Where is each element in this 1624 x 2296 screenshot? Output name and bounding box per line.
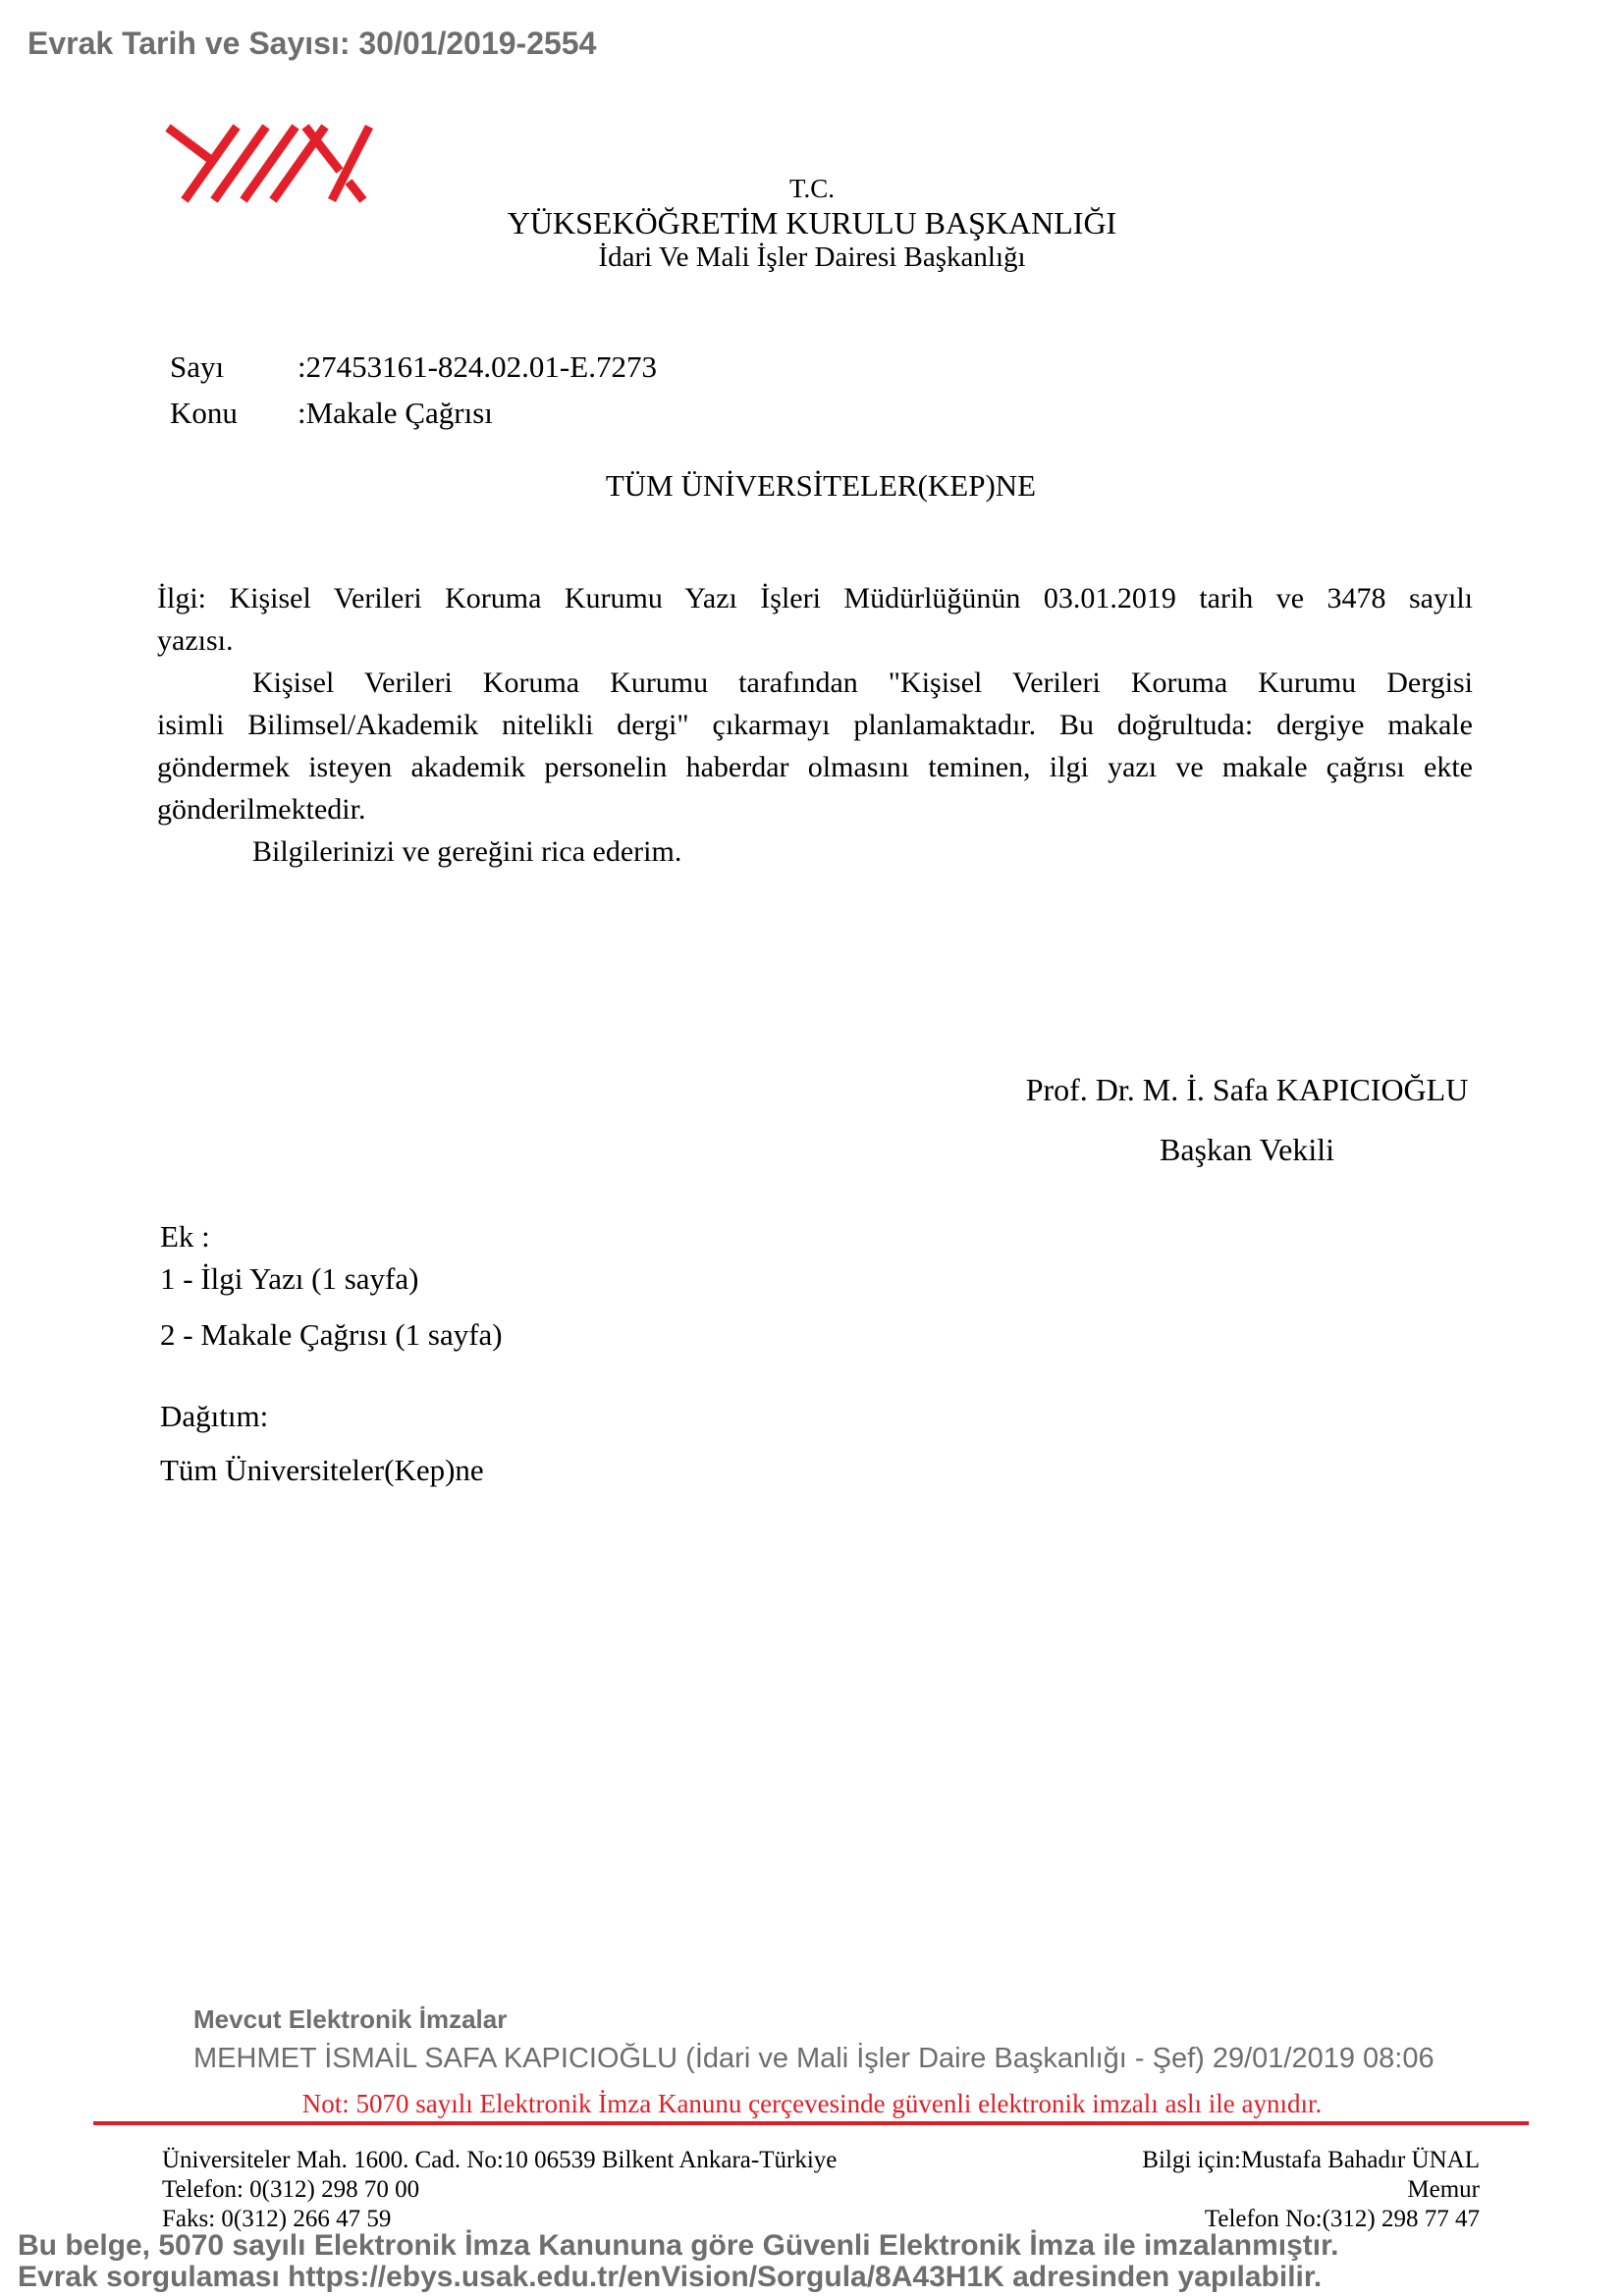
body-paragraph [157, 577, 1473, 873]
red-divider [93, 2121, 1529, 2125]
doc-meta [170, 344, 657, 436]
signature-block [933, 1068, 1561, 1171]
body-line: İlgi: Kişisel Verileri Koruma Kurumu Yazı İşleri Müdürlüğünün 03.01.2019 tarih ve 3478 sayılı [157, 582, 1473, 614]
attachment-item-1: 1 - İlgi Yazı (1 sayfa) [160, 1261, 419, 1296]
recipient-line: TÜM ÜNİVERSİTELER(KEP)NE [605, 468, 1037, 503]
footer-contact: Bilgi için:Mustafa Bahadır ÜNAL [1142, 2147, 1480, 2173]
body-line: Kişisel Verileri Koruma Kurumu tarafından "Kişisel Verileri Koruma Kurumu Dergisi [252, 667, 1473, 699]
footer-address-block [162, 2146, 837, 2234]
footer-contact-block [1142, 2146, 1480, 2234]
letterhead-dept: İdari Ve Mali İşler Dairesi Başkanlığı [598, 241, 1026, 273]
body-line: göndermek isteyen akademik personelin haberdar olmasını teminen, ilgi yazı ve makale çağrısı ekte [157, 751, 1473, 783]
konu-value: :Makale Çağrısı [298, 396, 493, 430]
body-line: gönderilmektedir. [157, 793, 366, 826]
konu-row [170, 390, 657, 436]
attachments-header: Ek : [160, 1219, 210, 1254]
footer-contact-phone: Telefon No:(312) 298 77 47 [1204, 2206, 1480, 2232]
body-line: isimli Bilimsel/Akademik nitelikli dergi" çıkarmayı planlamaktadır. Bu doğrultuda: dergiye makale [157, 709, 1473, 741]
distribution-item: Tüm Üniversiteler(Kep)ne [160, 1453, 484, 1487]
sayi-label: Sayı [170, 349, 225, 384]
sayi-row [170, 344, 657, 390]
letterhead-org: YÜKSEKÖĞRETİM KURULU BAŞKANLIĞI [507, 205, 1117, 240]
footer-contact-title: Memur [1407, 2176, 1480, 2203]
verification-line-1: Bu belge, 5070 sayılı Elektronik İmza Kanununa göre Güvenli Elektronik İmza ile imzalanmıştır. [18, 2229, 1339, 2262]
esign-note: Not: 5070 sayılı Elektronik İmza Kanunu çerçevesinde güvenli elektronik imzalı aslı ile aynıdır. [301, 2089, 1323, 2118]
body-line: yazısı. [157, 624, 234, 657]
sayi-value: :27453161-824.02.01-E.7273 [298, 349, 657, 384]
konu-label: Konu [170, 396, 238, 430]
footer-phone: Telefon: 0(312) 298 70 00 [162, 2176, 420, 2203]
letterhead [0, 173, 1624, 275]
footer-fax: Faks: 0(312) 266 47 59 [162, 2206, 392, 2232]
verification-block [18, 2230, 1338, 2293]
esign-header: Mevcut Elektronik İmzalar [193, 2004, 508, 2034]
verification-line-2: Evrak sorgulaması https://ebys.usak.edu.tr/enVision/Sorgula/8A43H1K adresinden yapılabilir. [18, 2261, 1323, 2293]
attachment-item-2: 2 - Makale Çağrısı (1 sayfa) [160, 1317, 503, 1352]
evrak-date-number: Evrak Tarih ve Sayısı: 30/01/2019-2554 [27, 26, 597, 61]
signature-name: Prof. Dr. M. İ. Safa KAPICIOĞLU [1025, 1072, 1469, 1107]
body-line: Bilgilerinizi ve gereğini rica ederim. [252, 835, 682, 868]
signature-title: Başkan Vekili [1159, 1132, 1335, 1167]
esign-signer: MEHMET İSMAİL SAFA KAPICIOĞLU (İdari ve Mali İşler Daire Başkanlığı - Şef) 29/01/2019 08:06 [193, 2043, 1435, 2074]
letterhead-tc: T.C. [789, 174, 835, 203]
distribution-header: Dağıtım: [160, 1399, 269, 1433]
footer-address: Üniversiteler Mah. 1600. Cad. No:10 06539 Bilkent Ankara-Türkiye [162, 2147, 838, 2173]
